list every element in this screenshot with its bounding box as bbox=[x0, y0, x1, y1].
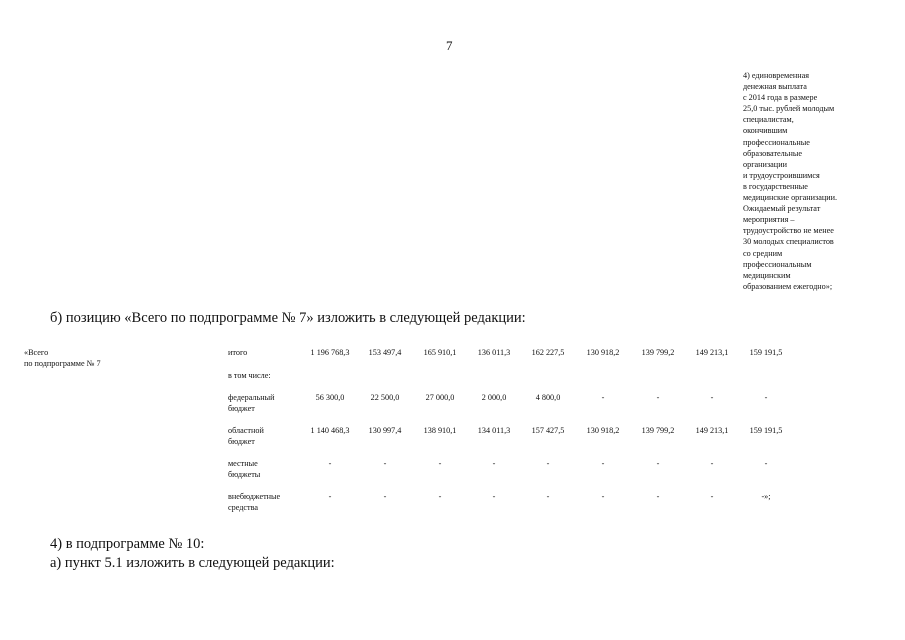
finance-row-extrabudgetary bbox=[0, 492, 905, 522]
note-line: 4) единовременная bbox=[743, 71, 809, 80]
row-label-line: внебюджетные bbox=[228, 492, 281, 501]
instruction-b: б) позицию «Всего по подпрограмме № 7» изложить в следующей редакции: bbox=[50, 310, 526, 326]
note-line: с 2014 года в размере bbox=[743, 93, 818, 103]
row-label bbox=[228, 371, 303, 382]
note-line: медицинским bbox=[743, 270, 791, 280]
value-cell: - bbox=[710, 393, 714, 402]
note-line: профессиональные bbox=[743, 137, 810, 147]
value-cell: - bbox=[383, 459, 387, 468]
row-label-line: бюджеты bbox=[228, 469, 261, 479]
row-label-line: средства bbox=[228, 502, 259, 512]
value-cell: 27 000,0 bbox=[425, 393, 455, 402]
row-label bbox=[228, 459, 303, 480]
value-cell: - bbox=[656, 459, 660, 468]
value-cell: - bbox=[492, 492, 496, 501]
value-cell: 149 213,1 bbox=[695, 426, 729, 435]
value-cell: - bbox=[764, 459, 768, 468]
value-cell: - bbox=[710, 492, 714, 501]
row-label bbox=[228, 393, 303, 414]
value-cell: 162 227,5 bbox=[531, 348, 565, 357]
value-cell: 1 140 468,3 bbox=[310, 426, 350, 435]
instruction-a: а) пункт 5.1 изложить в следующей редакции: bbox=[50, 555, 335, 571]
value-cell: - bbox=[710, 459, 714, 468]
note-line: образованием ежегодно»; bbox=[743, 281, 833, 291]
value-cell: - bbox=[546, 459, 550, 468]
row-label bbox=[228, 426, 303, 447]
value-cell: 139 799,2 bbox=[641, 348, 675, 357]
value-cell: 159 191,5 bbox=[749, 426, 783, 435]
value-cell: - bbox=[383, 492, 387, 501]
note-line: медицинские организации. bbox=[743, 193, 838, 203]
value-cell: - bbox=[764, 393, 768, 402]
value-cell: 139 799,2 bbox=[641, 426, 675, 435]
finance-row-federal bbox=[0, 393, 905, 423]
note-line: организации bbox=[743, 159, 787, 169]
row-label-line: бюджет bbox=[228, 403, 255, 413]
measure-note bbox=[743, 70, 893, 292]
value-cell: 136 011,3 bbox=[477, 348, 511, 357]
value-cell: 157 427,5 bbox=[531, 426, 565, 435]
row-label-line: бюджет bbox=[228, 436, 255, 446]
value-cell: 56 300,0 bbox=[315, 393, 345, 402]
value-cell: 153 497,4 bbox=[368, 348, 402, 357]
value-cell: 130 918,2 bbox=[586, 348, 620, 357]
value-cell: 4 800,0 bbox=[535, 393, 561, 402]
value-cell: - bbox=[656, 492, 660, 501]
note-line: 25,0 тыс. рублей молодым bbox=[743, 104, 835, 114]
note-line: денежная выплата bbox=[743, 82, 807, 92]
value-cell: 130 997,4 bbox=[368, 426, 402, 435]
value-cell: -»; bbox=[761, 492, 771, 501]
finance-row-regional bbox=[0, 426, 905, 456]
value-cell: - bbox=[492, 459, 496, 468]
row-label-line: местные bbox=[228, 459, 258, 468]
value-cell: 130 918,2 bbox=[586, 426, 620, 435]
value-cell: 138 910,1 bbox=[423, 426, 457, 435]
note-line: в государственные bbox=[743, 181, 808, 191]
value-cell: - bbox=[438, 459, 442, 468]
row-label-line: итого bbox=[228, 348, 248, 357]
value-cell: - bbox=[328, 492, 332, 501]
row-title-line: по подпрограмме № 7 bbox=[24, 358, 101, 368]
note-line: специалистам, bbox=[743, 115, 794, 125]
value-cell: 134 011,3 bbox=[477, 426, 511, 435]
note-line: окончившим bbox=[743, 126, 788, 136]
value-cell: - bbox=[656, 393, 660, 402]
value-cell: - bbox=[601, 492, 605, 501]
value-cell: 159 191,5 bbox=[749, 348, 783, 357]
row-label-line: федеральный bbox=[228, 393, 275, 402]
value-cell: 149 213,1 bbox=[695, 348, 729, 357]
row-label bbox=[228, 492, 303, 513]
page-number: 7 bbox=[446, 38, 453, 53]
value-cell: - bbox=[328, 459, 332, 468]
note-line: профессиональным bbox=[743, 259, 812, 269]
row-title-line: «Всего bbox=[24, 348, 49, 357]
note-line: трудоустройство не менее bbox=[743, 226, 834, 236]
finance-row-local bbox=[0, 459, 905, 489]
value-cell: - bbox=[601, 393, 605, 402]
note-line: Ожидаемый результат bbox=[743, 204, 821, 214]
value-cell: - bbox=[546, 492, 550, 501]
note-line: и трудоустроившимся bbox=[743, 170, 820, 180]
row-label bbox=[228, 348, 303, 359]
row-label-line: областной bbox=[228, 426, 264, 435]
value-cell: 2 000,0 bbox=[481, 393, 507, 402]
value-cell: 22 500,0 bbox=[370, 393, 400, 402]
note-line: образовательные bbox=[743, 148, 802, 158]
row-label-line: в том числе: bbox=[228, 371, 271, 380]
note-line: со средним bbox=[743, 248, 783, 258]
value-cell: 1 196 768,3 bbox=[310, 348, 350, 357]
note-line: 30 молодых специалистов bbox=[743, 237, 834, 247]
instruction-4: 4) в подпрограмме № 10: bbox=[50, 536, 205, 552]
value-cell: - bbox=[601, 459, 605, 468]
value-cell: - bbox=[438, 492, 442, 501]
note-line: мероприятия – bbox=[743, 215, 795, 225]
value-cell: 165 910,1 bbox=[423, 348, 457, 357]
